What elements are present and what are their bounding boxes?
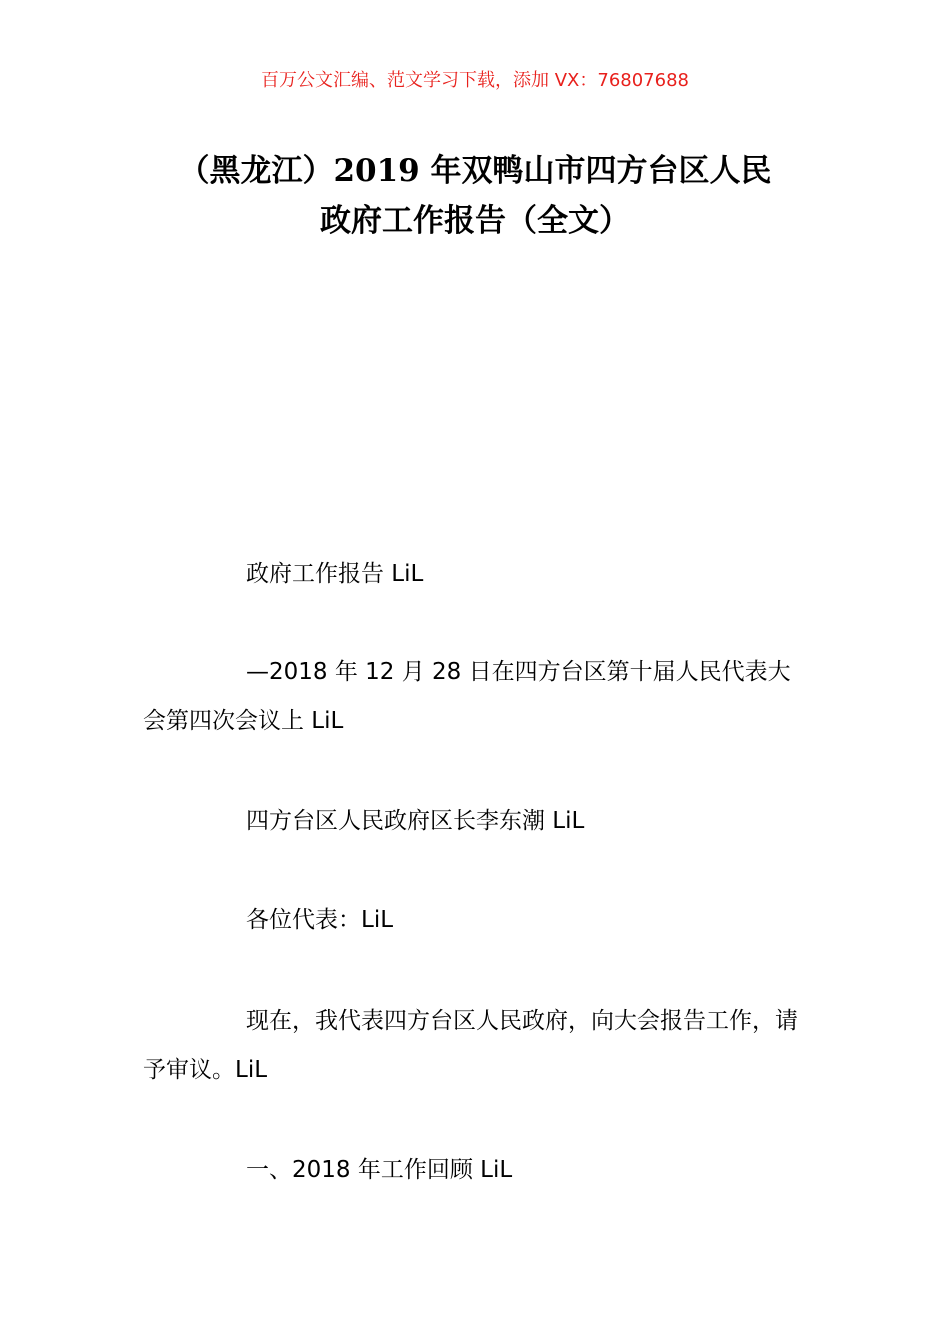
paragraph-report-heading: 政府工作报告 LiL [246,561,424,587]
document-title-line-1: （黑龙江）2019 年双鸭山市四方台区人民 [178,153,772,189]
document-title [120,146,830,246]
paragraph-salutation: 各位代表：LiL [246,907,394,933]
paragraph-opening: 现在，我代表四方台区人民政府，向大会报告工作，请予审议。LiL [143,1008,798,1083]
header-download-note: 百万公文汇编、范文学习下载，添加 VX：76807688 [261,70,689,91]
document-title-line-2: 政府工作报告（全文） [320,203,630,239]
section-heading-2018-review: 一、2018 年工作回顾 LiL [246,1157,513,1183]
paragraph-speaker: 四方台区人民政府区长李东潮 LiL [246,808,585,834]
paragraph-meeting-date: —2018 年 12 月 28 日在四方台区第十届人民代表大会第四次会议上 LiL [143,659,791,734]
